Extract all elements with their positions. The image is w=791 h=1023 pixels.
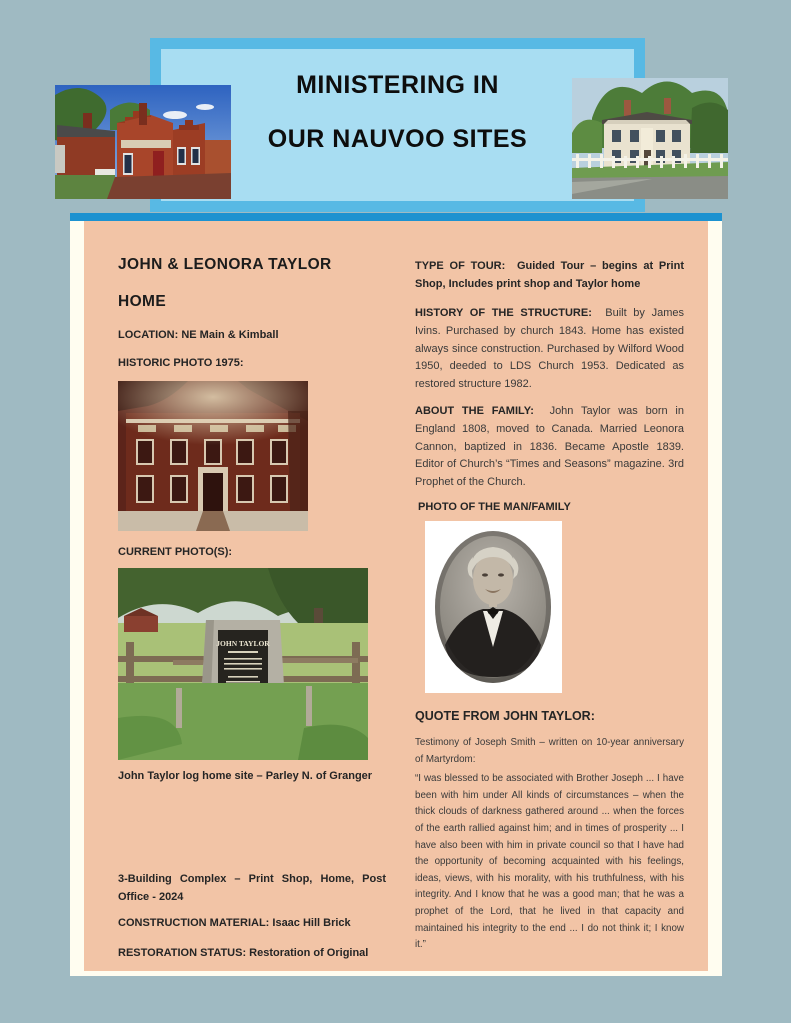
header-title-line2: OUR NAUVOO SITES: [267, 125, 528, 153]
current-photo-caption: John Taylor log home site – Parley N. of Granger: [118, 770, 373, 782]
print-shop-photo: [55, 85, 231, 199]
family-label: ABOUT THE FAMILY:: [415, 405, 534, 417]
page-title-line1: JOHN & LEONORA TAYLOR: [118, 256, 332, 273]
page-title-line2: HOME: [118, 293, 167, 310]
type-of-tour-label: TYPE OF TOUR:: [415, 260, 506, 272]
current-photo-monument: [118, 568, 368, 760]
quote-heading: QUOTE FROM JOHN TAYLOR:: [415, 709, 595, 723]
current-photo-label: CURRENT PHOTO(S):: [118, 546, 233, 558]
history-paragraph: [415, 305, 684, 394]
right-column: [415, 221, 684, 971]
type-of-tour-paragraph: [415, 258, 684, 294]
restoration-status-line: RESTORATION STATUS: Restoration of Original: [118, 947, 369, 959]
location-line: LOCATION: NE Main & Kimball: [118, 329, 279, 341]
photo-of-man-label: PHOTO OF THE MAN/FAMILY: [418, 501, 571, 513]
family-text: John Taylor was born in England 1808, moved to Canada. Married Leonora Cannon, baptized in 1836. Became Apostle 1839. Editor of Church’s “Times and Seasons” magazine. 3rd Prophet of the Church.: [415, 405, 684, 489]
left-column: [118, 221, 398, 971]
history-text: Built by James Ivins. Purchased by church 1843. Home has existed always since construction. Purchased by Wilford Wood 1950, deeded to LDS Church 1953. Dedicated as restored structure 1982.: [415, 307, 684, 391]
content-card-inner: [84, 221, 708, 971]
quote-text: “I was blessed to be associated with Brother Joseph ... I have been with him under All kinds of circumstances – when the thick clouds of darkness gathered around ... when the forces of the earth rallied against him; and in times of prosperity ... I have also been with him in private council so that I have had the opportunity of becoming acquainted with his feelings, ideas, views, with his morality, with his truthfulness, with his integrity. And I know that he was a good man; that he was a prophet of the Lord, that he lived in that capacity and maintained his integrity to the end ... I do not think it; I know it.”: [415, 773, 684, 951]
building-complex-line: 3-Building Complex – Print Shop, Home, Post Office - 2024: [118, 873, 386, 903]
family-paragraph: [415, 403, 684, 492]
historic-photo-1975: [118, 381, 308, 531]
content-card: [70, 213, 722, 976]
quote-intro: Testimony of Joseph Smith – written on 10-year anniversary of Martyrdom:: [415, 737, 684, 765]
print-shop-photo-art: [55, 85, 231, 199]
white-house-photo: [572, 78, 728, 199]
type-of-tour-text: Guided Tour – begins at Print Shop, Includes print shop and Taylor home: [415, 260, 684, 290]
monument-photo-art: [118, 568, 368, 760]
construction-material-line: CONSTRUCTION MATERIAL: Isaac Hill Brick: [118, 917, 351, 929]
historic-photo-art: [118, 381, 308, 531]
john-taylor-portrait: [425, 521, 562, 693]
history-label: HISTORY OF THE STRUCTURE:: [415, 307, 592, 319]
white-house-photo-art: [572, 78, 728, 199]
monument-plaque-title: JOHN TAYLOR: [216, 639, 270, 648]
header-title-line1: MINISTERING IN: [296, 71, 499, 99]
historic-photo-label: HISTORIC PHOTO 1975:: [118, 357, 244, 369]
john-taylor-portrait-art: [431, 527, 556, 687]
